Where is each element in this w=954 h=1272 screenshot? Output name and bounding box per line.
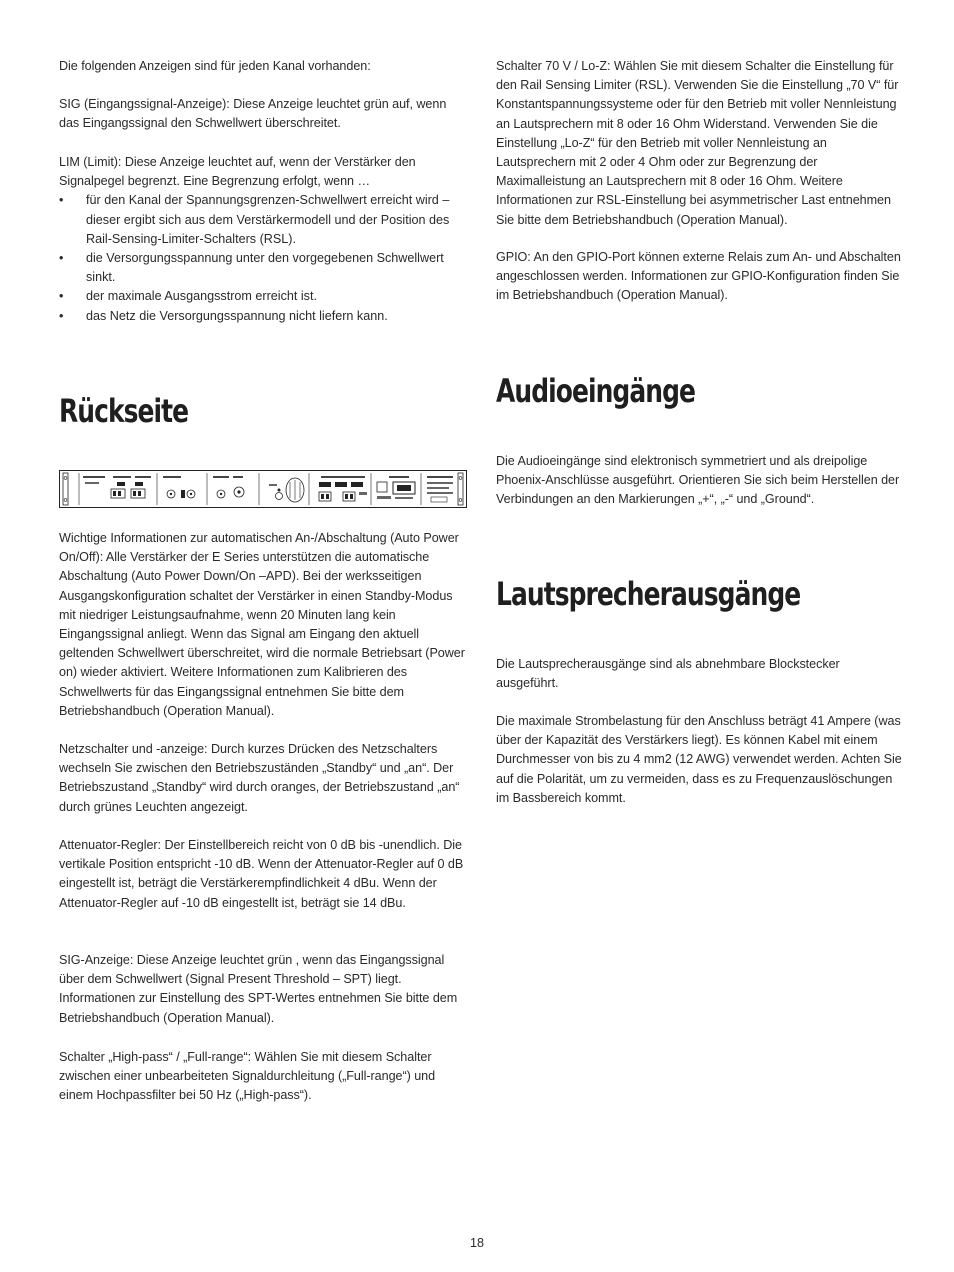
lim-block	[59, 153, 467, 326]
lim-paragraph: LIM (Limit): Diese Anzeige leuchtet auf, wenn der Verstärker den Signalpegel begrenzt. Eine Begrenzung erfolgt, wenn …	[59, 155, 416, 189]
heading-rear-panel: Rückseite	[59, 392, 189, 430]
list-item: • die Versorgungsspannung unter den vorgegebenen Schwellwert sinkt.	[59, 249, 467, 287]
list-item: • das Netz die Versorgungsspannung nicht liefern kann.	[59, 307, 467, 326]
list-item: • für den Kanal der Spannungsgrenzen-Schwellwert erreicht wird – dieser ergibt sich aus dem Verstärkermodell und der Position des Rail-Sensing-Limiter-Schalters (RSL).	[59, 191, 467, 249]
speaker-outputs-paragraph-2: Die maximale Strombelastung für den Anschluss beträgt 41 Ampere (was über der Kapazität des Verstärkers liegt). Es können Kabel mit einem Durchmesser von bis zu 4 mm2 (12 AWG) verwendet werden. Achten Sie auf die Polarität, um zu vermeiden, dass es zu Frequenzauslöschungen im Bassbereich kommt.	[496, 714, 902, 805]
attenuator-paragraph: Attenuator-Regler: Der Einstellbereich reicht von 0 dB bis -unendlich. Die vertikale Position entspricht -10 dB. Wenn der Attenuator-Regler auf 0 dB eingestellt ist, beträgt die Verstärkerempfindlichkeit 4 dBu. Wenn der Attenuator-Regler auf -10 dB eingestellt ist, beträgt sie 14 dBu.	[59, 838, 464, 910]
rsl-switch-paragraph: Schalter 70 V / Lo-Z: Wählen Sie mit diesem Schalter die Einstellung für den Rail Sensing Limiter (RSL). Verwenden Sie die Einstellung „70 V“ für Konstantspannungssysteme oder für den Betrieb mit voller Nennleistung an Lautsprechern mit 8 oder 16 Ohm Widerstand. Verwenden Sie die Einstellung „Lo-Z“ für den Betrieb mit voller Nennleistung an Lautsprechern mit 2 oder 4 Ohm oder zur Begrenzung der Maximalleistung an Lautsprechern mit 8 oder 16 Ohm. Weitere Informationen zur RSL-Einstellung bei asymmetrischer Last entnehmen Sie bitte dem Betriebshandbuch (Operation Manual).	[496, 59, 899, 227]
power-switch-paragraph: Netzschalter und -anzeige: Durch kurzes Drücken des Netzschalters wechseln Sie zwischen den Betriebszuständen „Standby“ und „an“. Der Betriebszustand „Standby“ wird durch oranges, der Betriebszustand „an“ durch grünes Leuchten angezeigt.	[59, 742, 460, 814]
speaker-outputs-paragraph-1: Die Lautsprecherausgänge sind als abnehmbare Blockstecker ausgeführt.	[496, 657, 840, 691]
heading-audio-inputs: Audioeingänge	[496, 372, 696, 410]
heading-speaker-outputs: Lautsprecherausgänge	[496, 575, 801, 613]
list-item: • der maximale Ausgangsstrom erreicht ist.	[59, 287, 467, 306]
gpio-paragraph: GPIO: An den GPIO-Port können externe Relais zum An- und Abschalten angeschlossen werden. Informationen zur GPIO-Konfiguration finden Sie im Betriebshandbuch (Operation Manual).	[496, 250, 901, 303]
lim-bullet-list	[59, 191, 467, 325]
sig-indicator-paragraph: SIG-Anzeige: Diese Anzeige leuchtet grün , wenn das Eingangssignal über dem Schwellwert (Signal Present Threshold – SPT) liegt. Informationen zur Einstellung des SPT-Wertes entnehmen Sie bitte dem Betriebshandbuch (Operation Manual).	[59, 953, 458, 1025]
page-number: 18	[469, 1236, 484, 1250]
rear-panel-illustration	[59, 470, 467, 508]
high-pass-paragraph: Schalter „High-pass“ / „Full-range“: Wählen Sie mit diesem Schalter zwischen einer unbearbeiteten Signaldurchleitung („Full-range“) und einem Hochpassfilter bei 50 Hz („High-pass“).	[59, 1050, 436, 1103]
audio-inputs-paragraph: Die Audioeingänge sind elektronisch symmetriert und als dreipolige Phoenix-Anschlüsse ausgeführt. Orientieren Sie sich beim Herstellen der Verbindungen an den Markierungen „+“, „-“ und „Ground“.	[496, 454, 900, 507]
intro-text: Die folgenden Anzeigen sind für jeden Kanal vorhanden:	[59, 59, 371, 73]
sig-paragraph: SIG (Eingangssignal-Anzeige): Diese Anzeige leuchtet grün auf, wenn das Eingangssignal den Schwellwert überschreitet.	[59, 97, 447, 131]
apd-paragraph: Wichtige Informationen zur automatischen An-/Abschaltung (Auto Power On/Off): Alle Verstärker der E Series unterstützen die automatische Abschaltung (Auto Power Down/On –APD). Bei der werksseitigen Ausgangskonfiguration schaltet der Verstärker in einen Standby-Modus mit niedriger Leistungsaufnahme, wenn 20 Minuten lang kein Eingangssignal anliegt. Wenn das Signal am Eingang den aktuell geltenden Schwellwert überschreitet, wird die normale Betriebsart (Power on) wieder aktiviert. Weitere Informationen zum Kalibrieren des Schwellwerts für das Eingangssignal entnehmen Sie bitte dem Betriebshandbuch (Operation Manual).	[59, 531, 465, 718]
